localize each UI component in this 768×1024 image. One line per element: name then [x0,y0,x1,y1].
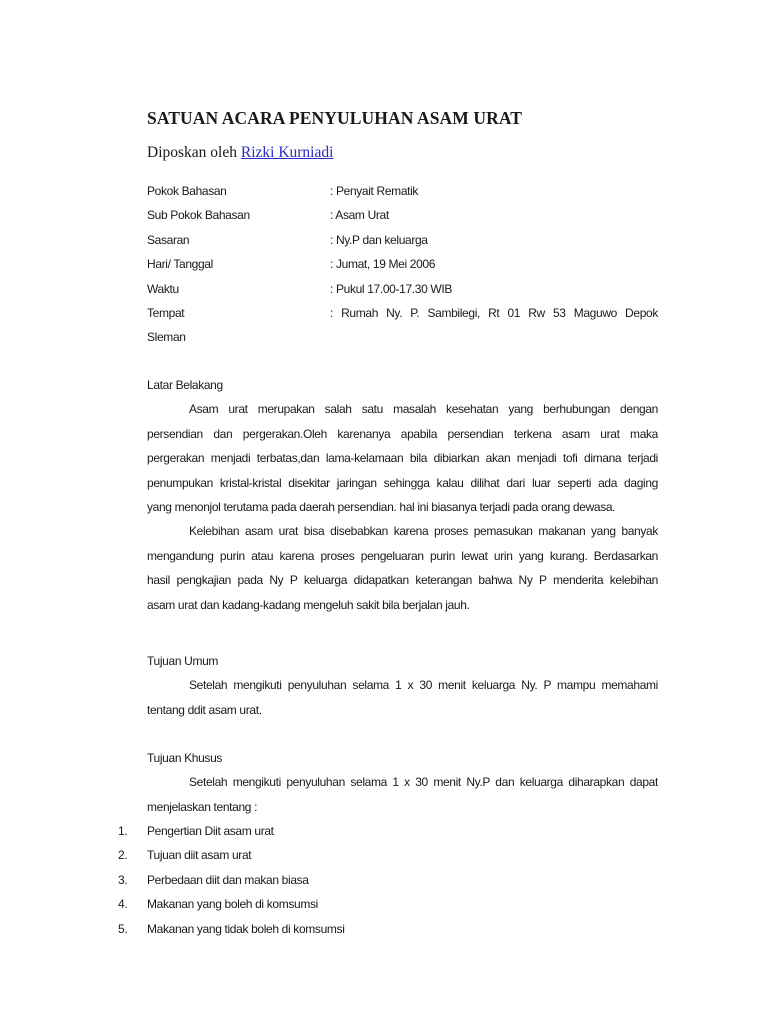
list-text: Perbedaan diit dan makan biasa [147,872,309,887]
info-row [147,203,658,227]
list-text: Makanan yang tidak boleh di komsumsi [147,921,345,936]
info-value: : Ny.P dan keluarga [330,232,428,247]
paragraph-line: Setelah mengikuti penyuluhan selama 1 x 30 menit keluarga Ny. P mampu memahami [189,678,658,693]
info-label: Hari/ Tanggal [147,257,213,272]
list-number: 1. [118,824,128,838]
info-label: Sub Pokok Bahasan [147,208,250,223]
document-title: SATUAN ACARA PENYULUHAN ASAM URAT [147,108,523,128]
paragraph-line: persendian dan pergerakan.Oleh karenanya apabila persendian terkena asam urat maka [147,426,658,441]
list-item [118,868,658,892]
paragraph-line: menjelaskan tentang : [147,799,258,814]
paragraph-line: mengandung purin atau karena proses pengeluaran purin lewat urin yang kurang. Berdasarkan [147,548,658,563]
list-item [118,819,658,843]
info-row [147,277,658,301]
info-label: Waktu [147,281,179,296]
paragraph-line: pergerakan menjadi terbatas,dan lama-kelamaan bila dibiarkan akan menjadi tofi dimana terjadi [147,451,658,466]
list-text: Tujuan diit asam urat [147,848,252,863]
info-table [147,179,658,350]
list-item [118,917,658,941]
list-number: 3. [118,872,128,887]
section-latar-belakang [147,373,658,617]
author-link[interactable]: Rizki Kurniadi [240,144,334,161]
list-number: 4. [118,897,128,912]
info-value-continued: Sleman [147,330,186,345]
paragraph-line: asam urat dan kadang-kadang mengeluh sakit bila berjalan jauh. [147,597,470,612]
byline [147,144,333,162]
section-tujuan-khusus [147,746,658,819]
info-value: : Penyait Rematik [330,184,419,198]
paragraph-line: hasil pengkajian pada Ny P keluarga didapatkan keterangan bahwa Ny P menderita kelebihan [147,573,658,588]
info-row [147,301,658,325]
info-row [147,179,658,203]
info-label: Tempat [147,305,185,320]
info-row [147,228,658,252]
info-label: Sasaran [147,232,190,247]
info-row [147,252,658,276]
objectives-list [118,819,658,941]
paragraph-line: Kelebihan asam urat bisa disebabkan karena proses pemasukan makanan yang banyak [189,524,658,539]
list-text: Pengertian Diit asam urat [147,824,274,838]
paragraph-line: tentang ddit asam urat. [147,702,262,717]
list-number: 5. [118,921,128,936]
byline-prefix: Diposkan oleh [147,144,237,161]
list-item [118,892,658,916]
section-heading: Tujuan Umum [147,654,219,668]
paragraph-line: yang menonjol terutama pada daerah persendian. hal ini biasanya terjadi pada orang dewasa. [147,499,616,514]
paragraph-line: Asam urat merupakan salah satu masalah kesehatan yang berhubungan dengan [189,402,658,417]
info-value: : Asam Urat [330,208,389,223]
section-heading: Latar Belakang [147,378,223,392]
paragraph-line: penumpukan kristal-kristal disekitar jaringan sehingga kalau dilihat dari luar seperti ada daging [147,475,658,490]
paragraph-line: Setelah mengikuti penyuluhan selama 1 x 30 menit Ny.P dan keluarga diharapkan dapat [189,775,658,790]
section-tujuan-umum [147,649,658,722]
list-number: 2. [118,848,128,863]
info-value: : Jumat, 19 Mei 2006 [330,257,436,272]
list-text: Makanan yang boleh di komsumsi [147,897,318,912]
list-item [118,843,658,867]
info-value: : Rumah Ny. P. Sambilegi, Rt 01 Rw 53 Maguwo Depok [330,305,658,320]
info-label: Pokok Bahasan [147,184,227,198]
info-value: : Pukul 17.00-17.30 WIB [330,281,453,296]
section-heading: Tujuan Khusus [147,751,223,765]
